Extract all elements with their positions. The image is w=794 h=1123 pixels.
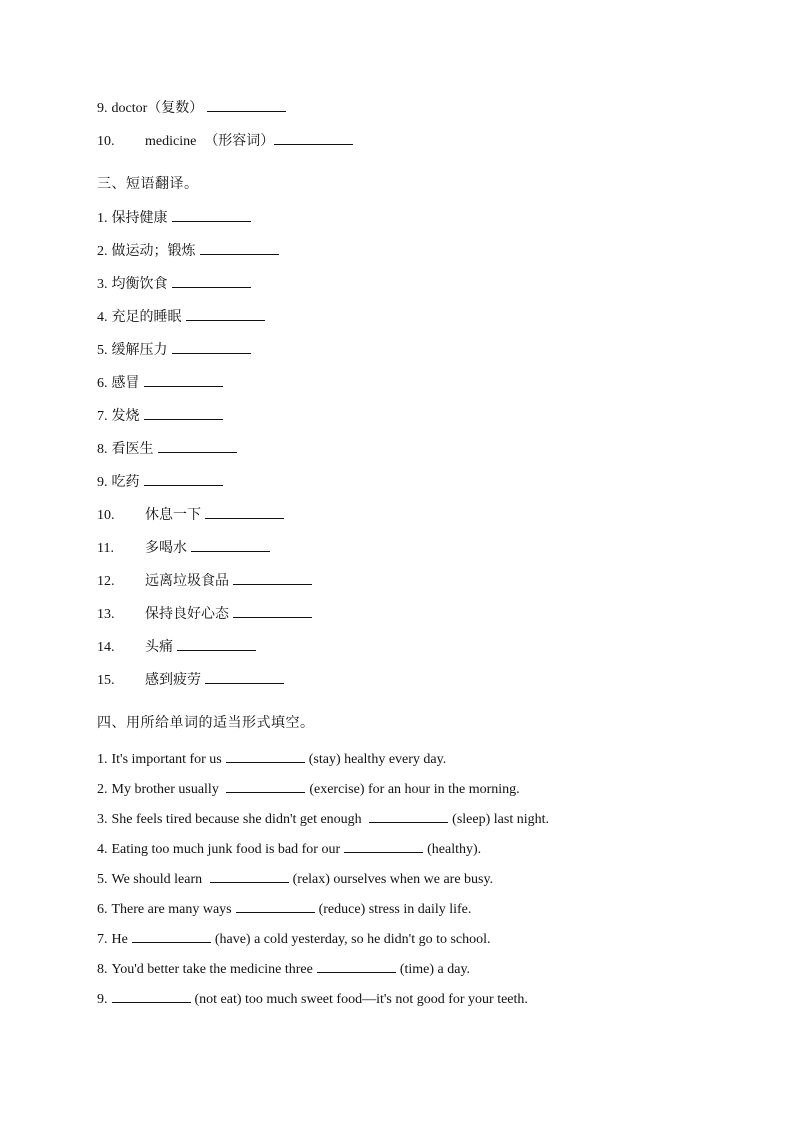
- translation-item: 8. 看医生: [97, 439, 237, 457]
- section-3-heading: 三、短语翻译。: [97, 177, 199, 192]
- translation-item: 10. 休息一下: [97, 505, 284, 523]
- translation-item: 7. 发烧: [97, 406, 223, 424]
- fill-blank-item: 7. He (have) a cold yesterday, so he didn't go to school.: [97, 929, 491, 947]
- answer-blank[interactable]: [210, 869, 289, 883]
- answer-blank[interactable]: [191, 538, 270, 552]
- translation-item: 5. 缓解压力: [97, 340, 251, 358]
- translation-item: 6. 感冒: [97, 373, 223, 391]
- fill-blank-item: 8. You'd better take the medicine three (time) a day.: [97, 959, 470, 977]
- vocab-word: doctor: [111, 101, 148, 116]
- answer-blank[interactable]: [144, 472, 223, 486]
- vocab-word: medicine: [145, 134, 197, 149]
- translation-item: 4. 充足的睡眠: [97, 307, 265, 325]
- vocab-item: 9. doctor（复数）: [97, 98, 286, 116]
- translation-item: 1. 保持健康: [97, 208, 251, 226]
- fill-blank-item: 3. She feels tired because she didn't get enough (sleep) last night.: [97, 809, 549, 827]
- answer-blank[interactable]: [177, 637, 256, 651]
- translation-item: 9. 吃药: [97, 472, 223, 490]
- answer-blank[interactable]: [233, 604, 312, 618]
- translation-item: 2. 做运动；锻炼: [97, 241, 279, 259]
- translation-item: 3. 均衡饮食: [97, 274, 251, 292]
- answer-blank[interactable]: [205, 505, 284, 519]
- vocab-hint: （形容词）: [204, 134, 275, 149]
- answer-blank[interactable]: [186, 307, 265, 321]
- answer-blank[interactable]: [344, 839, 423, 853]
- translation-item: 12. 远离垃圾食品: [97, 571, 312, 589]
- fill-blank-item: 4. Eating too much junk food is bad for our (healthy).: [97, 839, 481, 857]
- answer-blank[interactable]: [317, 959, 396, 973]
- answer-blank[interactable]: [233, 571, 312, 585]
- answer-blank[interactable]: [172, 274, 251, 288]
- answer-blank[interactable]: [207, 98, 286, 112]
- answer-blank[interactable]: [144, 373, 223, 387]
- translation-item: 15. 感到疲劳: [97, 670, 284, 688]
- answer-blank[interactable]: [112, 989, 191, 1003]
- section-4-heading: 四、用所给单词的适当形式填空。: [97, 716, 315, 731]
- answer-blank[interactable]: [144, 406, 223, 420]
- answer-blank[interactable]: [172, 208, 251, 222]
- answer-blank[interactable]: [369, 809, 448, 823]
- fill-blank-item: 2. My brother usually (exercise) for an hour in the morning.: [97, 779, 520, 797]
- fill-blank-item: 6. There are many ways (reduce) stress in daily life.: [97, 899, 471, 917]
- answer-blank[interactable]: [172, 340, 251, 354]
- fill-blank-item: 5. We should learn (relax) ourselves when we are busy.: [97, 869, 493, 887]
- fill-blank-item: 9. (not eat) too much sweet food—it's not good for your teeth.: [97, 989, 528, 1007]
- vocab-hint: （复数）: [147, 101, 204, 116]
- answer-blank[interactable]: [205, 670, 284, 684]
- translation-item: 13. 保持良好心态: [97, 604, 312, 622]
- answer-blank[interactable]: [226, 749, 305, 763]
- answer-blank[interactable]: [132, 929, 211, 943]
- answer-blank[interactable]: [226, 779, 305, 793]
- answer-blank[interactable]: [200, 241, 279, 255]
- answer-blank[interactable]: [236, 899, 315, 913]
- translation-item: 11. 多喝水: [97, 538, 270, 556]
- answer-blank[interactable]: [158, 439, 237, 453]
- translation-item: 14. 头痛: [97, 637, 256, 655]
- vocab-item: 10. medicine （形容词）: [97, 131, 353, 149]
- fill-blank-item: 1. It's important for us (stay) healthy every day.: [97, 749, 446, 767]
- answer-blank[interactable]: [274, 131, 353, 145]
